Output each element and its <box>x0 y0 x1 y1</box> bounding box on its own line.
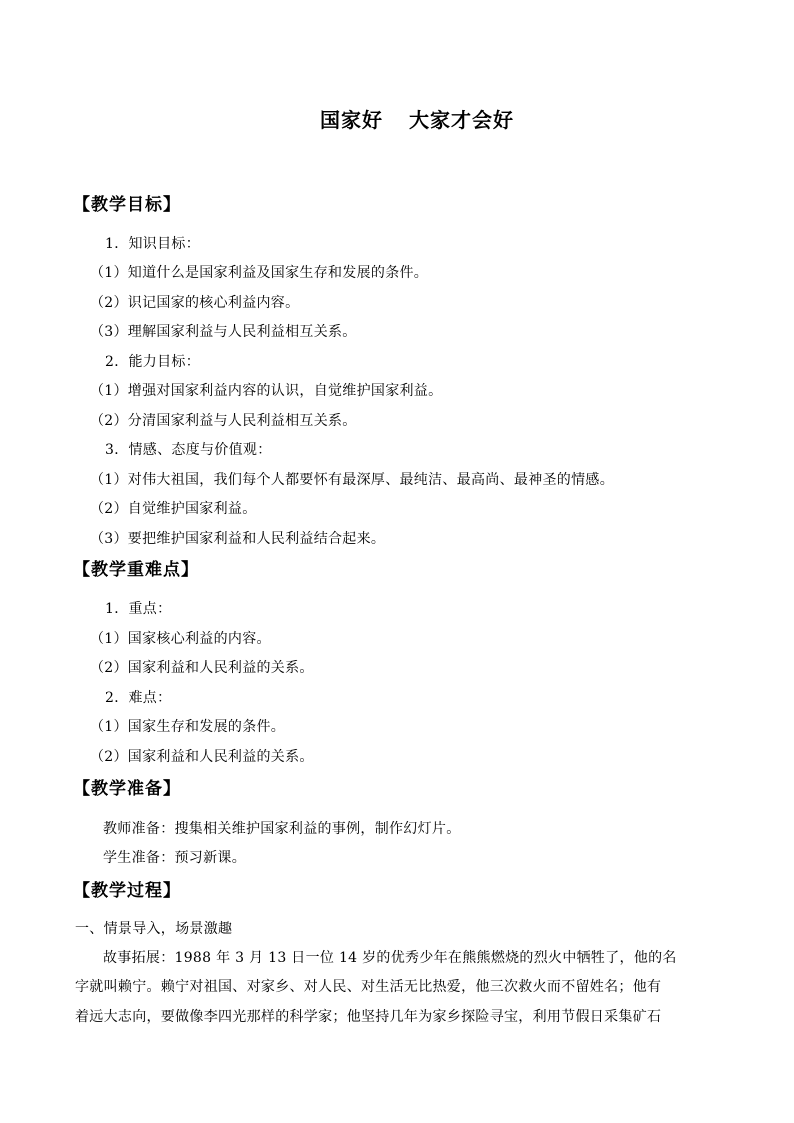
preparation-line: 学生准备：预习新课。 <box>103 850 246 866</box>
objective-line: （3）要把维护国家利益和人民利益结合起来。 <box>90 531 386 547</box>
keypoint-line: （2）国家利益和人民利益的关系。 <box>90 660 314 676</box>
section-heading-preparation: 【教学准备】 <box>73 779 181 799</box>
objective-line: 2．能力目标： <box>105 354 201 370</box>
keypoint-line: （1）国家生存和发展的条件。 <box>90 719 286 735</box>
section-heading-keypoints: 【教学重难点】 <box>73 560 199 580</box>
keypoint-line: 2．难点： <box>105 690 172 706</box>
objective-line: （1）知道什么是国家利益及国家生存和发展的条件。 <box>90 265 429 281</box>
objective-line: （2）识记国家的核心利益内容。 <box>90 295 300 311</box>
objective-line: （1）对伟大祖国，我们每个人都要怀有最深厚、最纯洁、最高尚、最神圣的情感。 <box>90 472 615 488</box>
keypoint-line: （1）国家核心利益的内容。 <box>90 631 271 647</box>
process-paragraph-line: 故事拓展：1988 年 3 月 13 日一位 14 岁的优秀少年在熊熊燃烧的烈火中牺牲了，他的名 <box>103 950 677 966</box>
objective-line: 1．知识目标： <box>105 236 201 252</box>
objective-line: （1）增强对国家利益内容的认识，自觉维护国家利益。 <box>90 383 443 399</box>
document-title <box>0 104 794 133</box>
process-paragraph-line: 字就叫赖宁。赖宁对祖国、对家乡、对人民、对生活无比热爱，他三次救火而不留姓名；他有 <box>75 979 662 995</box>
objective-line: 3．情感、态度与价值观： <box>105 442 272 458</box>
keypoint-line: （2）国家利益和人民利益的关系。 <box>90 749 314 765</box>
objective-line: （2）分清国家利益与人民利益相互关系。 <box>90 413 357 429</box>
objective-line: （3）理解国家利益与人民利益相互关系。 <box>90 324 357 340</box>
section-heading-process: 【教学过程】 <box>73 881 181 901</box>
title-part-1: 国家好 <box>320 108 383 132</box>
process-paragraph-line: 着远大志向，要做像李四光那样的科学家；他坚持几年为家乡探险寻宝，利用节假日采集矿石 <box>75 1009 662 1025</box>
preparation-line: 教师准备：搜集相关维护国家利益的事例，制作幻灯片。 <box>103 821 461 837</box>
keypoint-line: 1．重点： <box>105 601 172 617</box>
objective-line: （2）自觉维护国家利益。 <box>90 501 257 517</box>
title-part-2: 大家才会好 <box>409 108 514 132</box>
process-subheading: 一、情景导入，场景激趣 <box>75 921 233 937</box>
section-heading-objectives: 【教学目标】 <box>73 195 181 215</box>
